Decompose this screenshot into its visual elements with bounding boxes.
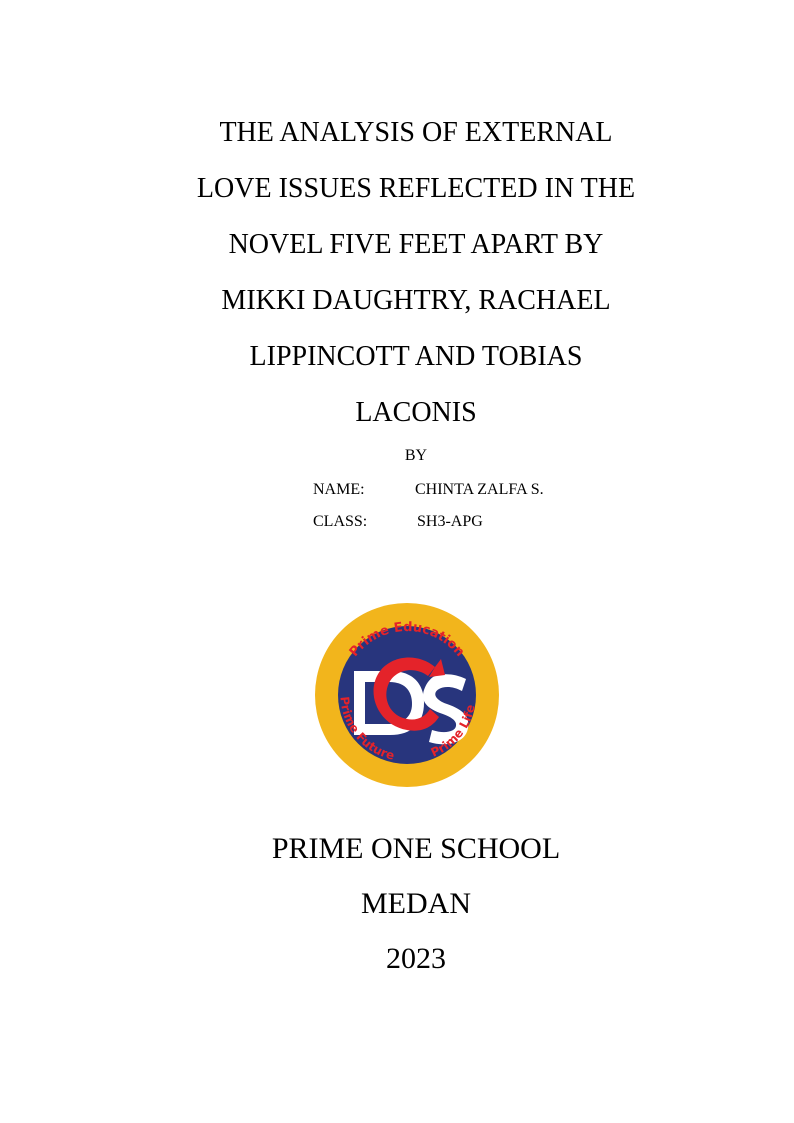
title-line-1: THE ANALYSIS OF EXTERNAL xyxy=(219,117,613,148)
logo-left-text: Prime Future xyxy=(337,695,397,763)
logo-right-text: Prime Life xyxy=(428,703,478,760)
school-logo xyxy=(315,603,499,787)
title-line-4: MIKKI DAUGHTRY, RACHAEL xyxy=(221,285,611,316)
class-value: SH3-APG xyxy=(417,513,483,530)
year: 2023 xyxy=(386,942,446,975)
by-label: BY xyxy=(404,447,428,464)
title-line-6: LACONIS xyxy=(355,397,477,428)
name-value: CHINTA ZALFA S. xyxy=(415,481,544,498)
class-label: CLASS: xyxy=(313,513,368,530)
title-line-2: LOVE ISSUES REFLECTED IN THE xyxy=(196,173,636,204)
name-label: NAME: xyxy=(313,481,365,498)
city-name: MEDAN xyxy=(361,887,471,920)
title-line-5: LIPPINCOTT AND TOBIAS xyxy=(249,341,583,372)
logo-top-text: Prime Education xyxy=(346,619,468,660)
title-line-3: NOVEL FIVE FEET APART BY xyxy=(228,229,604,260)
school-name: PRIME ONE SCHOOL xyxy=(271,832,561,865)
